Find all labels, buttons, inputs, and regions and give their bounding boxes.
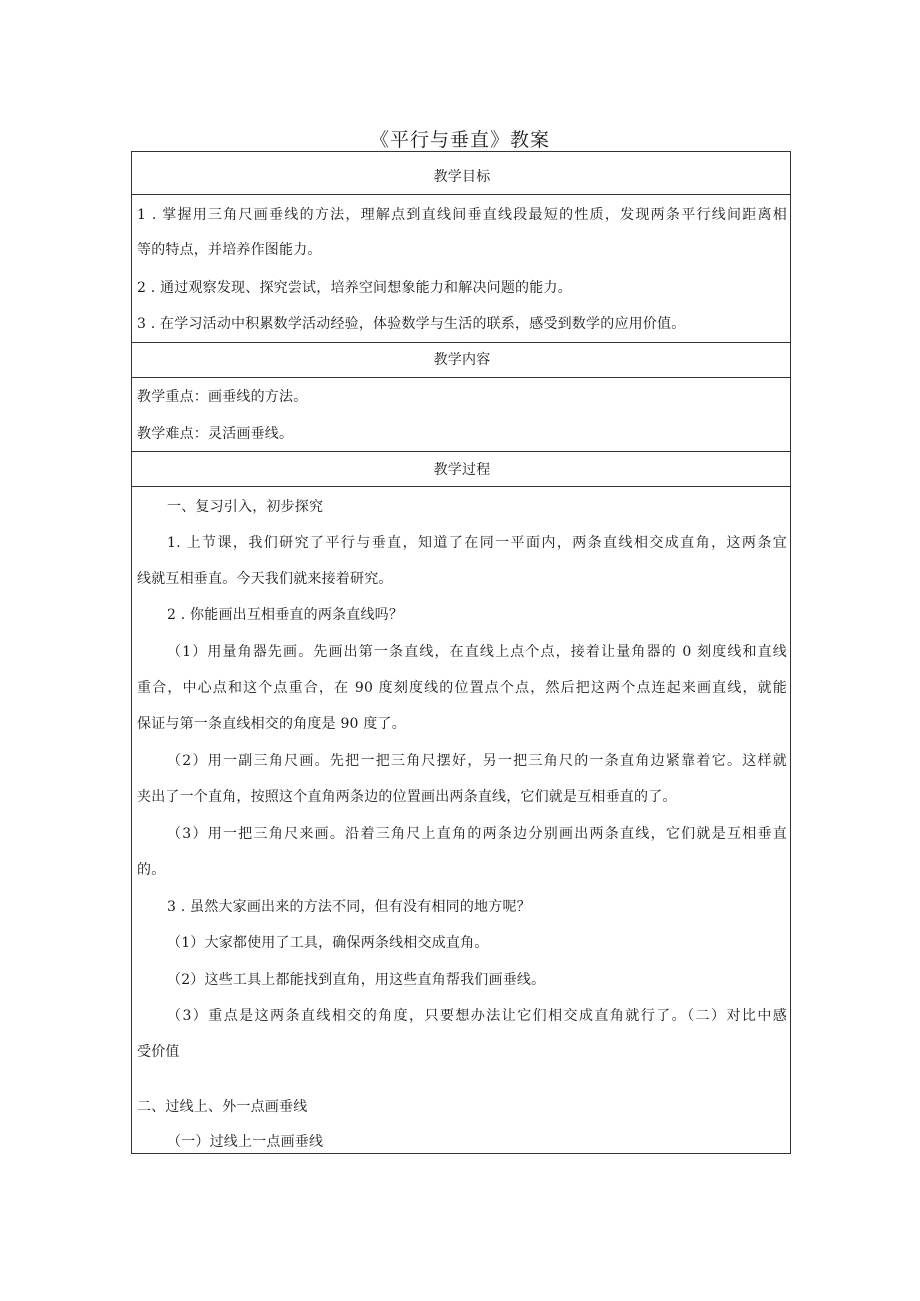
answer-2: （2）这些工具上都能找到直角，用这些直角帮我们画垂线。 bbox=[167, 972, 546, 988]
lesson-plan-table bbox=[131, 151, 791, 1154]
key-point: 教学重点：画垂线的方法。 bbox=[137, 389, 308, 405]
divider-content-heading bbox=[132, 377, 790, 378]
divider-process-heading bbox=[132, 486, 790, 487]
process-heading: 教学过程 bbox=[433, 462, 491, 478]
content-heading: 教学内容 bbox=[433, 352, 491, 368]
method-1-line-2: 重合，中心点和这个点重合，在 90 度刻度线的位置点个点，然后把这两个点连起来画直线，就能 bbox=[137, 680, 787, 696]
goal-2: 2 . 通过观察发现、探究尝试，培养空间想象能力和解决问题的能力。 bbox=[137, 280, 572, 296]
paragraph-1-line-1: 1. 上节课，我们研究了平行与垂直，知道了在同一平面内，两条直线相交成直角，这两条宜 bbox=[167, 535, 787, 551]
section-1-heading: 一、复习引入，初步探究 bbox=[167, 499, 324, 515]
method-2-line-1: （2）用一副三角尺画。先把一把三角尺摆好，另一把三角尺的一条直角边紧靠着它。这样就 bbox=[167, 753, 787, 769]
method-3-line-1: （3）用一把三角尺来画。沿着三角尺上直角的两条边分别画出两条直线，它们就是互相垂直 bbox=[167, 826, 787, 842]
divider-goals-heading bbox=[132, 194, 790, 195]
difficulty-point: 教学难点：灵活画垂线。 bbox=[137, 426, 294, 442]
goals-heading: 教学目标 bbox=[433, 169, 491, 185]
method-3-line-2: 的。 bbox=[137, 862, 166, 878]
paragraph-3: 3 . 虽然大家画出来的方法不同，但有没有相同的地方呢？ bbox=[167, 899, 531, 915]
subsection-1-heading: （一）过线上一点画垂线 bbox=[167, 1134, 324, 1150]
divider-content bbox=[132, 451, 790, 452]
goal-1-line-1: 1 . 掌握用三角尺画垂线的方法，理解点到直线间垂直线段最短的性质，发现两条平行线间距离相 bbox=[137, 207, 787, 223]
goal-3: 3 . 在学习活动中积累数学活动经验，体验数学与生活的联系，感受到数学的应用价值。 bbox=[137, 316, 686, 332]
answer-3-line-1: （3）重点是这两条直线相交的角度，只要想办法让它们相交成直角就行了。（二）对比中感 bbox=[167, 1008, 787, 1024]
method-1-line-1: （1）用量角器先画。先画出第一条直线，在直线上点个点，接着让量角器的 0 刻度线和直线 bbox=[167, 644, 787, 660]
paragraph-2: 2 . 你能画出互相垂直的两条直线吗？ bbox=[167, 607, 404, 623]
answer-1: （1）大家都使用了工具，确保两条线相交成直角。 bbox=[167, 935, 489, 951]
section-2-heading: 二、过线上、外一点画垂线 bbox=[137, 1099, 308, 1115]
divider-goals bbox=[132, 342, 790, 343]
method-1-line-3: 保证与第一条直线相交的角度是 90 度了。 bbox=[137, 716, 406, 732]
method-2-line-2: 夹出了一个直角，按照这个直角两条边的位置画出两条直线，它们就是互相垂直的了。 bbox=[137, 789, 677, 805]
answer-3-line-2: 受价值 bbox=[137, 1044, 180, 1060]
document-title: 《平行与垂直》教案 bbox=[369, 129, 550, 151]
goal-1-line-2: 等的特点，并培养作图能力。 bbox=[137, 242, 322, 258]
paragraph-1-line-2: 线就互相垂直。今天我们就来接着研究。 bbox=[137, 571, 393, 587]
